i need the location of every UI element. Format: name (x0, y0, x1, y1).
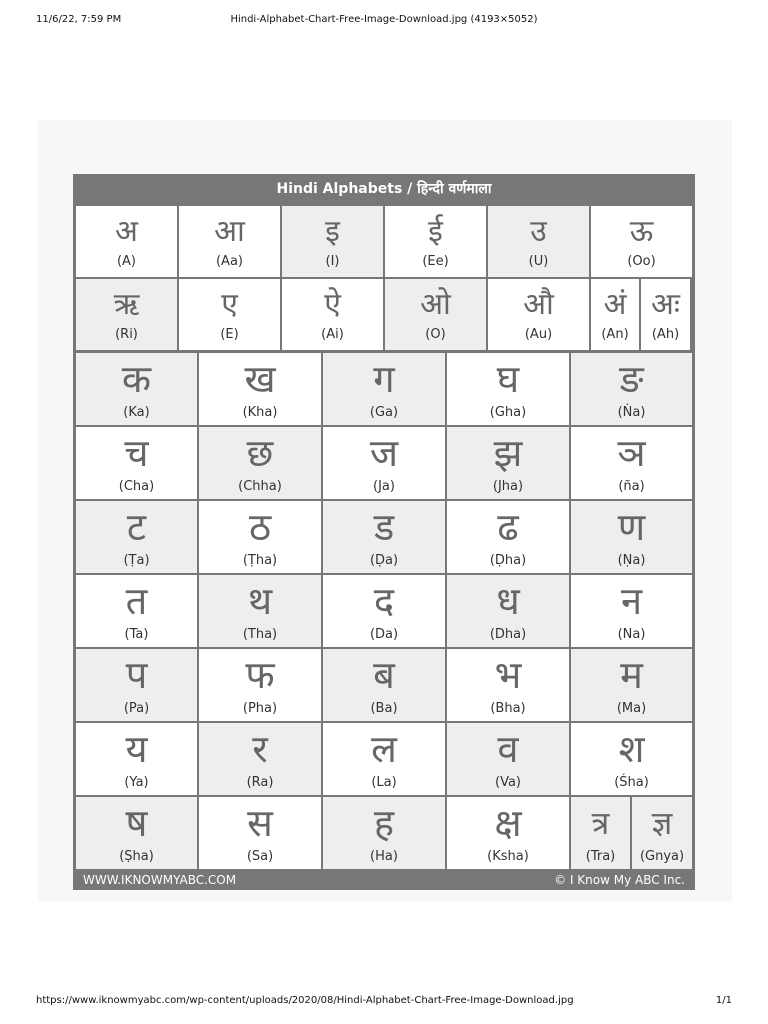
letter-cell (199, 797, 321, 869)
devanagari-letter: ठ (248, 505, 272, 549)
transliteration: (Ai) (321, 327, 344, 342)
consonant-row (76, 427, 692, 499)
letter-cell (76, 427, 197, 499)
devanagari-letter: श (618, 727, 645, 771)
transliteration: (Ee) (422, 254, 449, 269)
transliteration: (U) (528, 254, 549, 269)
devanagari-letter: ब (373, 653, 395, 697)
print-url: https://www.iknowmyabc.com/wp-content/uploads/2020/08/Hindi-Alphabet-Chart-Free-Image-Download.jpg (36, 995, 574, 1006)
devanagari-letter: ध (496, 579, 520, 623)
transliteration: (Aa) (215, 254, 243, 269)
devanagari-letter: ए (221, 287, 238, 322)
letter-cell (199, 427, 321, 499)
letter-cell (76, 723, 197, 795)
devanagari-letter: ड (373, 505, 395, 549)
transliteration: (Ḍha) (489, 553, 527, 568)
devanagari-letter: उ (530, 214, 547, 249)
devanagari-letter: क (121, 357, 152, 401)
vowel-row (76, 279, 692, 350)
transliteration: (Ṇa) (617, 553, 646, 568)
devanagari-letter: त्र (591, 804, 610, 842)
letter-cell (179, 279, 280, 350)
letter-cell (571, 353, 692, 425)
transliteration: (Gnya) (639, 849, 685, 864)
consonant-row (76, 797, 692, 869)
transliteration: (Sa) (246, 849, 274, 864)
transliteration: (Da) (369, 627, 399, 642)
print-page-number: 1/1 (715, 995, 732, 1006)
letter-cell (571, 501, 692, 573)
devanagari-letter: ज (369, 431, 399, 475)
letter-cell (571, 797, 630, 869)
letter-cell (76, 575, 197, 647)
transliteration: (Pa) (123, 701, 150, 716)
letter-cell (447, 501, 569, 573)
letter-cell (76, 649, 197, 721)
print-doc-title: Hindi-Alphabet-Chart-Free-Image-Download.jpg (4193×5052) (230, 14, 538, 25)
letter-cell (323, 797, 445, 869)
transliteration: (Ṭha) (242, 553, 278, 568)
letter-cell (76, 206, 177, 277)
devanagari-letter: ल (371, 727, 397, 771)
devanagari-letter: ख (244, 357, 276, 401)
letter-cell (385, 206, 486, 277)
transliteration: (Ḍa) (369, 553, 399, 568)
devanagari-letter: औ (523, 287, 554, 322)
transliteration: (Ṅa) (617, 405, 646, 420)
letter-cell (76, 279, 177, 350)
devanagari-letter: ग (373, 357, 395, 401)
transliteration: (Va) (495, 775, 521, 790)
devanagari-letter: थ (247, 579, 273, 623)
letter-cell (76, 353, 197, 425)
letter-cell (447, 649, 569, 721)
devanagari-letter: स (247, 801, 273, 845)
copyright-label: © I Know My ABC Inc. (554, 873, 685, 887)
transliteration: (Ta) (124, 627, 149, 642)
vowel-row (76, 206, 692, 277)
devanagari-letter: ष (125, 801, 148, 845)
devanagari-letter: इ (325, 214, 340, 249)
consonant-row (76, 575, 692, 647)
devanagari-letter: म (620, 653, 643, 697)
transliteration: (O) (425, 327, 446, 342)
letter-cell (323, 501, 445, 573)
devanagari-letter: ऋ (113, 287, 140, 322)
letter-cell (571, 723, 692, 795)
devanagari-letter: आ (214, 214, 245, 249)
devanagari-letter: ण (617, 505, 646, 549)
transliteration: (La) (371, 775, 397, 790)
letter-cell (447, 797, 569, 869)
devanagari-letter: ऊ (629, 214, 654, 249)
letter-cell (179, 206, 280, 277)
transliteration: (An) (601, 327, 629, 342)
transliteration: (E) (220, 327, 239, 342)
letter-cell (571, 575, 692, 647)
transliteration: (Ja) (373, 479, 395, 494)
devanagari-letter: घ (496, 357, 520, 401)
devanagari-letter: झ (493, 431, 523, 475)
devanagari-letter: ऐ (324, 287, 341, 322)
letter-grid (76, 206, 692, 869)
letter-cell (591, 279, 639, 350)
letter-cell (199, 649, 321, 721)
consonant-row (76, 353, 692, 425)
letter-cell (447, 427, 569, 499)
devanagari-letter: ङ (619, 357, 644, 401)
consonant-row (76, 723, 692, 795)
devanagari-letter: अ (115, 214, 138, 249)
transliteration: (Au) (524, 327, 553, 342)
letter-cell (282, 206, 383, 277)
letter-cell (488, 206, 589, 277)
consonant-row (76, 649, 692, 721)
devanagari-letter: ओ (420, 287, 451, 322)
transliteration: (Gha) (489, 405, 527, 420)
transliteration: (Ah) (651, 327, 680, 342)
devanagari-letter: छ (246, 431, 274, 475)
devanagari-letter: र (252, 727, 268, 771)
transliteration: (Ka) (123, 405, 150, 420)
transliteration: (Ra) (246, 775, 274, 790)
devanagari-letter: फ (245, 653, 275, 697)
devanagari-letter: द (373, 579, 395, 623)
transliteration: (Ri) (115, 327, 138, 342)
letter-cell (323, 723, 445, 795)
letter-cell (385, 279, 486, 350)
letter-cell (323, 575, 445, 647)
transliteration: (Śha) (614, 775, 649, 790)
devanagari-letter: च (124, 431, 149, 475)
letter-cell (76, 501, 197, 573)
transliteration: (Ba) (370, 701, 398, 716)
devanagari-letter: अं (603, 287, 627, 322)
letter-cell (323, 649, 445, 721)
transliteration: (Chha) (238, 479, 282, 494)
devanagari-letter: ह (373, 801, 395, 845)
transliteration: (Tha) (242, 627, 278, 642)
website-label: WWW.IKNOWMYABC.COM (83, 873, 237, 887)
devanagari-letter: त (125, 579, 148, 623)
letter-cell (641, 279, 690, 350)
letter-cell (447, 353, 569, 425)
letter-cell (571, 427, 692, 499)
letter-cell (591, 206, 692, 277)
devanagari-letter: अः (651, 287, 680, 322)
devanagari-letter: ञ (617, 431, 646, 475)
transliteration: (I) (325, 254, 340, 269)
letter-cell (488, 279, 589, 350)
letter-cell (76, 797, 197, 869)
letter-cell (199, 353, 321, 425)
transliteration: (Oo) (627, 254, 656, 269)
letter-cell (571, 649, 692, 721)
transliteration: (Ma) (616, 701, 647, 716)
letter-cell (323, 353, 445, 425)
letter-cell (447, 723, 569, 795)
chart-title: Hindi Alphabets / हिन्दी वर्णमाला (276, 181, 492, 197)
transliteration: (Ha) (370, 849, 398, 864)
transliteration: (Bha) (490, 701, 526, 716)
devanagari-letter: व (497, 727, 519, 771)
devanagari-letter: प (125, 653, 148, 697)
transliteration: (ña) (618, 479, 645, 494)
transliteration: (Jha) (492, 479, 524, 494)
transliteration: (Cha) (118, 479, 155, 494)
devanagari-letter: भ (494, 653, 522, 697)
devanagari-letter: य (125, 727, 148, 771)
letter-cell (447, 575, 569, 647)
devanagari-letter: ढ (497, 505, 519, 549)
transliteration: (Kha) (242, 405, 278, 420)
letter-cell (199, 575, 321, 647)
letter-cell (323, 427, 445, 499)
transliteration: (Tra) (585, 849, 616, 864)
letter-cell (199, 723, 321, 795)
letter-cell (282, 279, 383, 350)
transliteration: (Na) (617, 627, 646, 642)
transliteration: (Ṭa) (123, 553, 150, 568)
print-datetime: 11/6/22, 7:59 PM (36, 14, 122, 25)
devanagari-letter: ज्ञ (651, 804, 673, 842)
transliteration: (A) (116, 254, 137, 269)
transliteration: (Ya) (124, 775, 149, 790)
transliteration: (Ksha) (487, 849, 529, 864)
devanagari-letter: न (620, 579, 643, 623)
chart-footer (73, 870, 695, 890)
letter-cell (199, 501, 321, 573)
devanagari-letter: क्ष (494, 801, 522, 845)
devanagari-letter: ट (126, 505, 147, 549)
transliteration: (Ga) (369, 405, 399, 420)
transliteration: (Dha) (489, 627, 527, 642)
alphabet-chart (73, 174, 695, 890)
letter-cell (632, 797, 692, 869)
devanagari-letter: ई (428, 214, 443, 249)
consonant-row (76, 501, 692, 573)
transliteration: (Pha) (242, 701, 278, 716)
transliteration: (Ṣha) (119, 849, 154, 864)
